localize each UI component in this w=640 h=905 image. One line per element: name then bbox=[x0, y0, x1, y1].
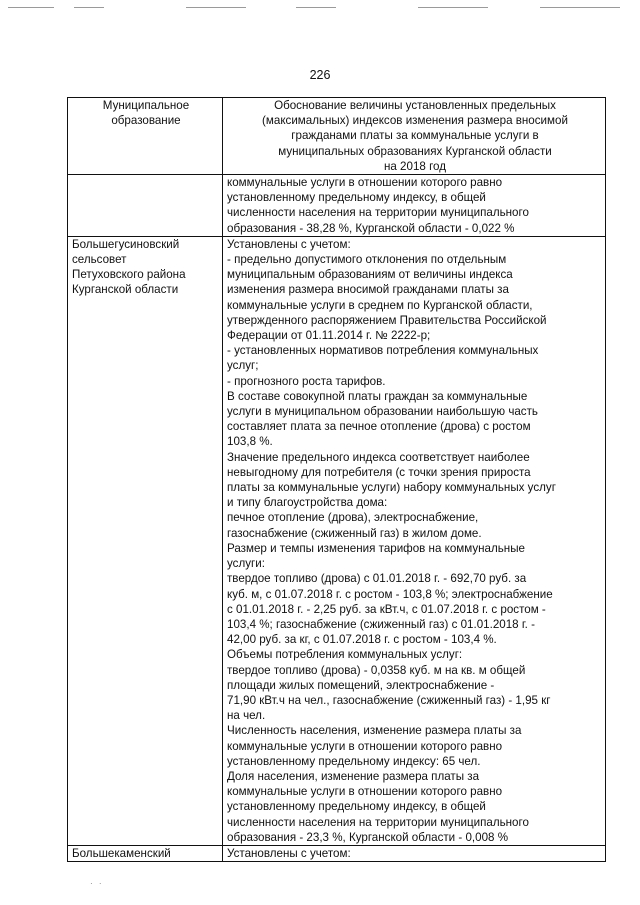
justification-text-line: невыгодному для потребителя (с точки зрения прироста bbox=[227, 465, 531, 479]
scan-artifact-line bbox=[296, 7, 336, 8]
header-text-line: на 2018 год bbox=[383, 159, 447, 173]
justification-text-line: Численность населения, изменение размера платы за bbox=[227, 724, 522, 738]
table-row bbox=[68, 845, 606, 861]
justification-text-line: муниципальным образованиям от величины индекса bbox=[227, 268, 513, 282]
header-text-line: муниципальных образованиях Курганской области bbox=[278, 144, 552, 158]
table-row bbox=[68, 175, 606, 237]
justification-text-line: услуги: bbox=[227, 557, 265, 571]
justification-text-line: газоснабжение (сжиженный газ) в жилом доме. bbox=[227, 526, 482, 540]
justification-text-line: - установленных нормативов потребления коммунальных bbox=[227, 344, 539, 358]
justification-text-line: Значение предельного индекса соответствует наиболее bbox=[227, 450, 530, 464]
justification-text-line: Объемы потребления коммунальных услуг: bbox=[227, 648, 463, 662]
justification-text-line: услуг; bbox=[227, 359, 259, 373]
table-row bbox=[68, 236, 606, 845]
scan-artifact-line bbox=[540, 7, 620, 8]
justification-text-line: образования - 23,3 %, Курганской области - 0,008 % bbox=[227, 830, 509, 844]
justification-text-line: услуги в муниципальном образовании наибольшую часть bbox=[227, 405, 538, 419]
header-text-line: Муниципальное bbox=[102, 99, 190, 112]
justification-cell bbox=[223, 236, 606, 845]
justification-text-line: Доля населения, изменение размера платы за bbox=[227, 769, 480, 783]
municipality-text-line: Петуховского района bbox=[72, 268, 186, 282]
justification-text-line: коммунальные услуги в среднем по Курганской области, bbox=[227, 298, 533, 312]
justification-text-line: утвержденного распоряжением Правительства Российской bbox=[227, 313, 547, 327]
header-text-line: (максимальных) индексов изменения размера вносимой bbox=[262, 114, 568, 128]
page-number: 226 bbox=[309, 68, 331, 82]
justification-text-line: коммунальные услуги в отношении которого равно bbox=[227, 176, 503, 190]
municipality-cell bbox=[68, 845, 223, 861]
justification-text-line: составляет плата за печное отопление (дрова) с ростом bbox=[227, 420, 531, 434]
justification-text-line: - предельно допустимого отклонения по отдельным bbox=[227, 253, 507, 267]
justification-text-line: куб. м, с 01.07.2018 г. с ростом - 103,8 %; электроснабжение bbox=[227, 587, 553, 601]
justification-text-line: печное отопление (дрова), электроснабжение, bbox=[227, 511, 479, 525]
justification-text-line: 103,8 %. bbox=[227, 435, 273, 449]
municipality-text-line: Большекаменский bbox=[72, 846, 171, 860]
justification-cell bbox=[223, 175, 606, 237]
municipality-text-line: Большегусиновский bbox=[72, 237, 180, 251]
justification-text-line: изменения размера вносимой гражданами платы за bbox=[227, 283, 509, 297]
justification-text-line: численности населения на территории муниципального bbox=[227, 815, 529, 829]
justification-cell bbox=[223, 845, 606, 861]
header-text-line: образование bbox=[111, 114, 181, 128]
justification-text-line: численности населения на территории муниципального bbox=[227, 206, 529, 220]
justification-text-line: Размер и темпы изменения тарифов на коммунальные bbox=[227, 541, 525, 555]
justification-text-line: и типу благоустройства дома: bbox=[227, 496, 388, 510]
justification-text-line: коммунальные услуги в отношении которого равно bbox=[227, 739, 503, 753]
table-header-row bbox=[68, 98, 606, 175]
justification-text-line: 42,00 руб. за кг, с 01.07.2018 г. с ростом - 103,4 %. bbox=[227, 633, 497, 647]
scan-artifact-dots: · · bbox=[90, 879, 104, 888]
justification-text-line: 71,90 кВт.ч на чел., газоснабжение (сжиженный газ) - 1,95 кг bbox=[227, 693, 551, 707]
justification-text-line: Установлены с учетом: bbox=[227, 237, 351, 251]
municipality-cell bbox=[68, 236, 223, 845]
justification-text-line: образования - 38,28 %, Курганской области - 0,022 % bbox=[227, 221, 515, 235]
header-text-line: Обоснование величины установленных предельных bbox=[274, 99, 556, 112]
justification-text-line: установленному предельному индексу, в общей bbox=[227, 191, 486, 205]
municipality-text-line: сельсовет bbox=[72, 253, 127, 267]
header-text-line: гражданами платы за коммунальные услуги в bbox=[291, 129, 539, 143]
justification-text-line: твердое топливо (дрова) - 0,0358 куб. м на кв. м общей bbox=[227, 663, 526, 677]
header-municipality-cell bbox=[68, 98, 223, 175]
header-justification-cell bbox=[223, 98, 606, 175]
tariff-justification-table bbox=[67, 97, 606, 862]
justification-text-line: Федерации от 01.11.2014 г. № 2222-р; bbox=[227, 329, 431, 343]
scan-artifact-line bbox=[418, 7, 488, 8]
justification-text-line: установленному предельному индексу, в общей bbox=[227, 800, 486, 814]
scan-artifact-line bbox=[186, 7, 246, 8]
justification-text-line: площади жилых помещений, электроснабжение - bbox=[227, 678, 495, 692]
justification-text-line: платы за коммунальные услуги) набору коммунальных услуг bbox=[227, 481, 556, 495]
justification-text-line: твердое топливо (дрова) с 01.01.2018 г. - 692,70 руб. за bbox=[227, 572, 527, 586]
justification-text-line: с 01.01.2018 г. - 2,25 руб. за кВт.ч, с 01.07.2018 г. с ростом - bbox=[227, 602, 546, 616]
justification-text-line: установленному предельному индексу: 65 чел. bbox=[227, 754, 481, 768]
justification-text-line: - прогнозного роста тарифов. bbox=[227, 374, 386, 388]
justification-text-line: 103,4 %; газоснабжение (сжиженный газ) с 01.01.2018 г. - bbox=[227, 617, 535, 631]
municipality-cell bbox=[68, 175, 223, 237]
scan-artifact-line bbox=[74, 7, 104, 8]
municipality-text-line: Курганской области bbox=[72, 283, 179, 297]
justification-text-line: коммунальные услуги в отношении которого равно bbox=[227, 785, 503, 799]
justification-text-line: В составе совокупной платы граждан за коммунальные bbox=[227, 389, 528, 403]
justification-text-line: на чел. bbox=[227, 709, 266, 723]
justification-text-line: Установлены с учетом: bbox=[227, 846, 351, 860]
scan-artifact-line bbox=[8, 7, 54, 8]
